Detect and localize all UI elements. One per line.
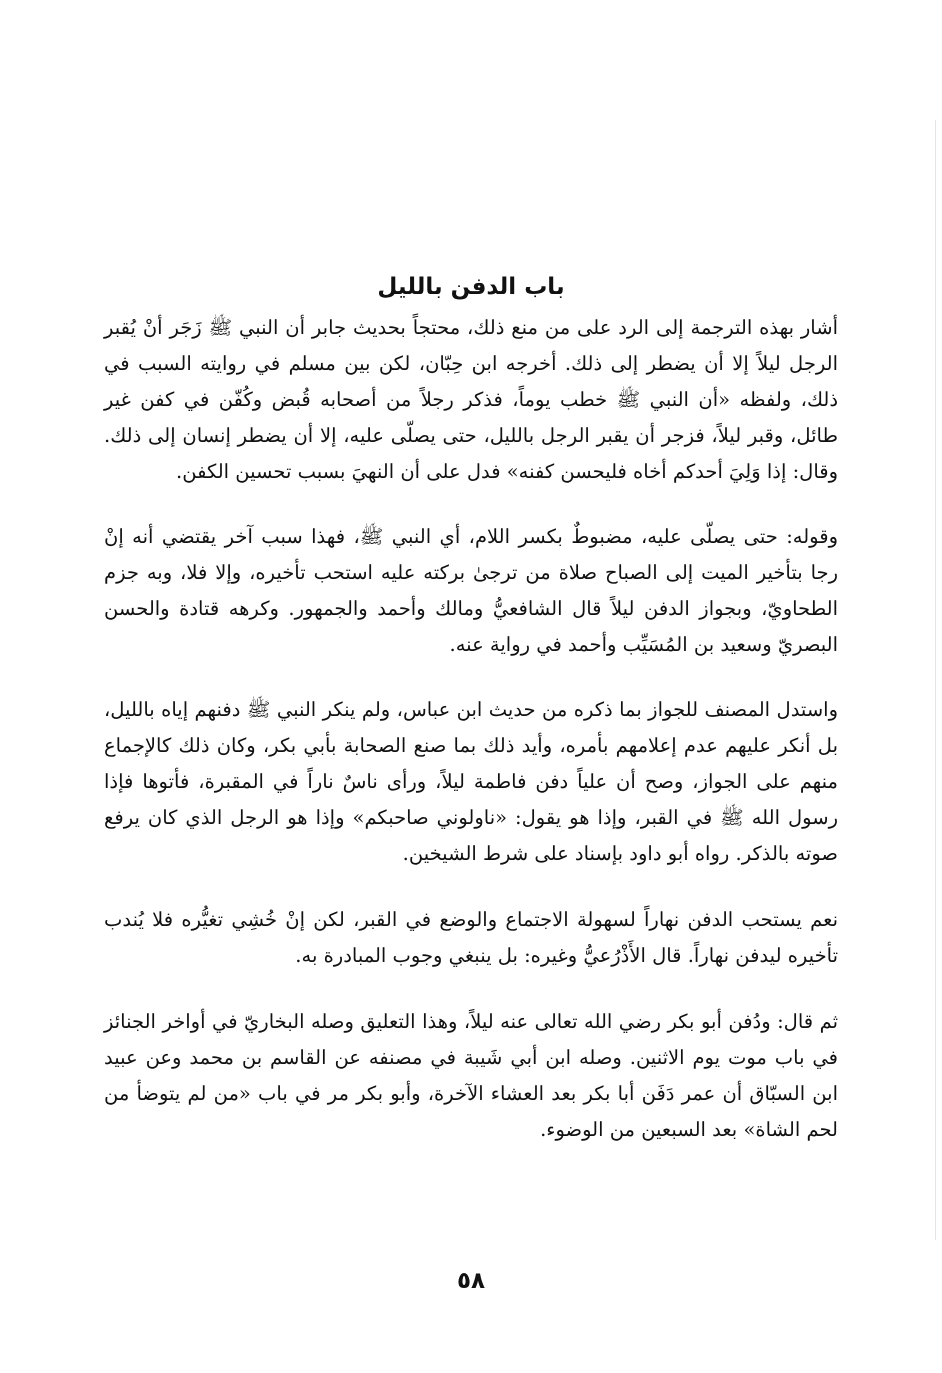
- paragraph-4: نعم يستحب الدفن نهاراً لسهولة الاجتماع والوضع في القبر، لكن إنْ خُشِي تغيُّره فلا يُندب تأخيره ليدفن نهاراً. قال الأَذْرُعيُّ وغيره: بل ينبغي وجوب المبادرة به.: [104, 908, 838, 967]
- paragraph-5: ثم قال: ودُفن أبو بكر رضي الله تعالى عنه ليلاً، وهذا التعليق وصله البخاريّ في أواخر الجنائز في باب موت يوم الاثنين. وصله ابن أبي شَيبة في مصنفه عن القاسم بن محمد وعن عبيد ابن السبّاق أن عمر دَفَن أبا بكر بعد العشاء الآخرة، وأبو بكر مر في باب «من لم يتوضأ من لحم الشاة» بعد السبعين من الوضوء.: [104, 1010, 838, 1141]
- page-body: [104, 310, 838, 1148]
- paragraph-1: أشار بهذه الترجمة إلى الرد على من منع ذلك، محتجاً بحديث جابر أن النبي ﷺ زَجَر أنْ يُقبر الرجل ليلاً إلا أن يضطر إلى ذلك. أخرجه ابن حِبّان، لكن بين مسلم في روايته السبب في ذلك، ولفظه «أن النبي ﷺ خطب يوماً، فذكر رجلاً من أصحابه قُبض وكُفّن في كفن غير طائل، وقبر ليلاً، فزجر أن يقبر الرجل بالليل، حتى يصلّى عليه، إلا أن يضطر إنسان إلى ذلك. وقال: إذا وَلِيَ أحدكم أخاه فليحسن كفنه» فدل على أن النهيَ بسبب تحسين الكفن.: [104, 316, 838, 483]
- page-number: ٥٨: [456, 1268, 486, 1294]
- paragraph-2: وقوله: حتى يصلّى عليه، مضبوطٌ بكسر اللام، أي النبي ﷺ، فهذا سبب آخر يقتضي أنه إنْ رجا بتأخير الميت إلى الصباح صلاة من ترجىٰ بركته عليه استحب تأخيره، وإلا فلا، وبه جزم الطحاويّ، وبجواز الدفن ليلاً قال الشافعيُّ ومالك وأحمد والجمهور. وكرهه قتادة والحسن البصريّ وسعيد بن المُسَيِّب وأحمد في رواية عنه.: [104, 525, 838, 656]
- paragraph-3: واستدل المصنف للجواز بما ذكره من حديث ابن عباس، ولم ينكر النبي ﷺ دفنهم إياه بالليل، بل أنكر عليهم عدم إعلامهم بأمره، وأيد ذلك بما صنع الصحابة بأبي بكر، وكان ذلك كالإجماع منهم على الجواز، وصح أن علياً دفن فاطمة ليلاً، ورأى ناسٌ ناراً في المقبرة، فأتوها فإذا رسول الله ﷺ في القبر، وإذا هو يقول: «ناولوني صاحبكم» وإذا هو الرجل الذي كان يرفع صوته بالذكر. رواه أبو داود بإسناد على شرط الشيخين.: [104, 698, 838, 865]
- chapter-title: باب الدفن بالليل: [377, 274, 565, 301]
